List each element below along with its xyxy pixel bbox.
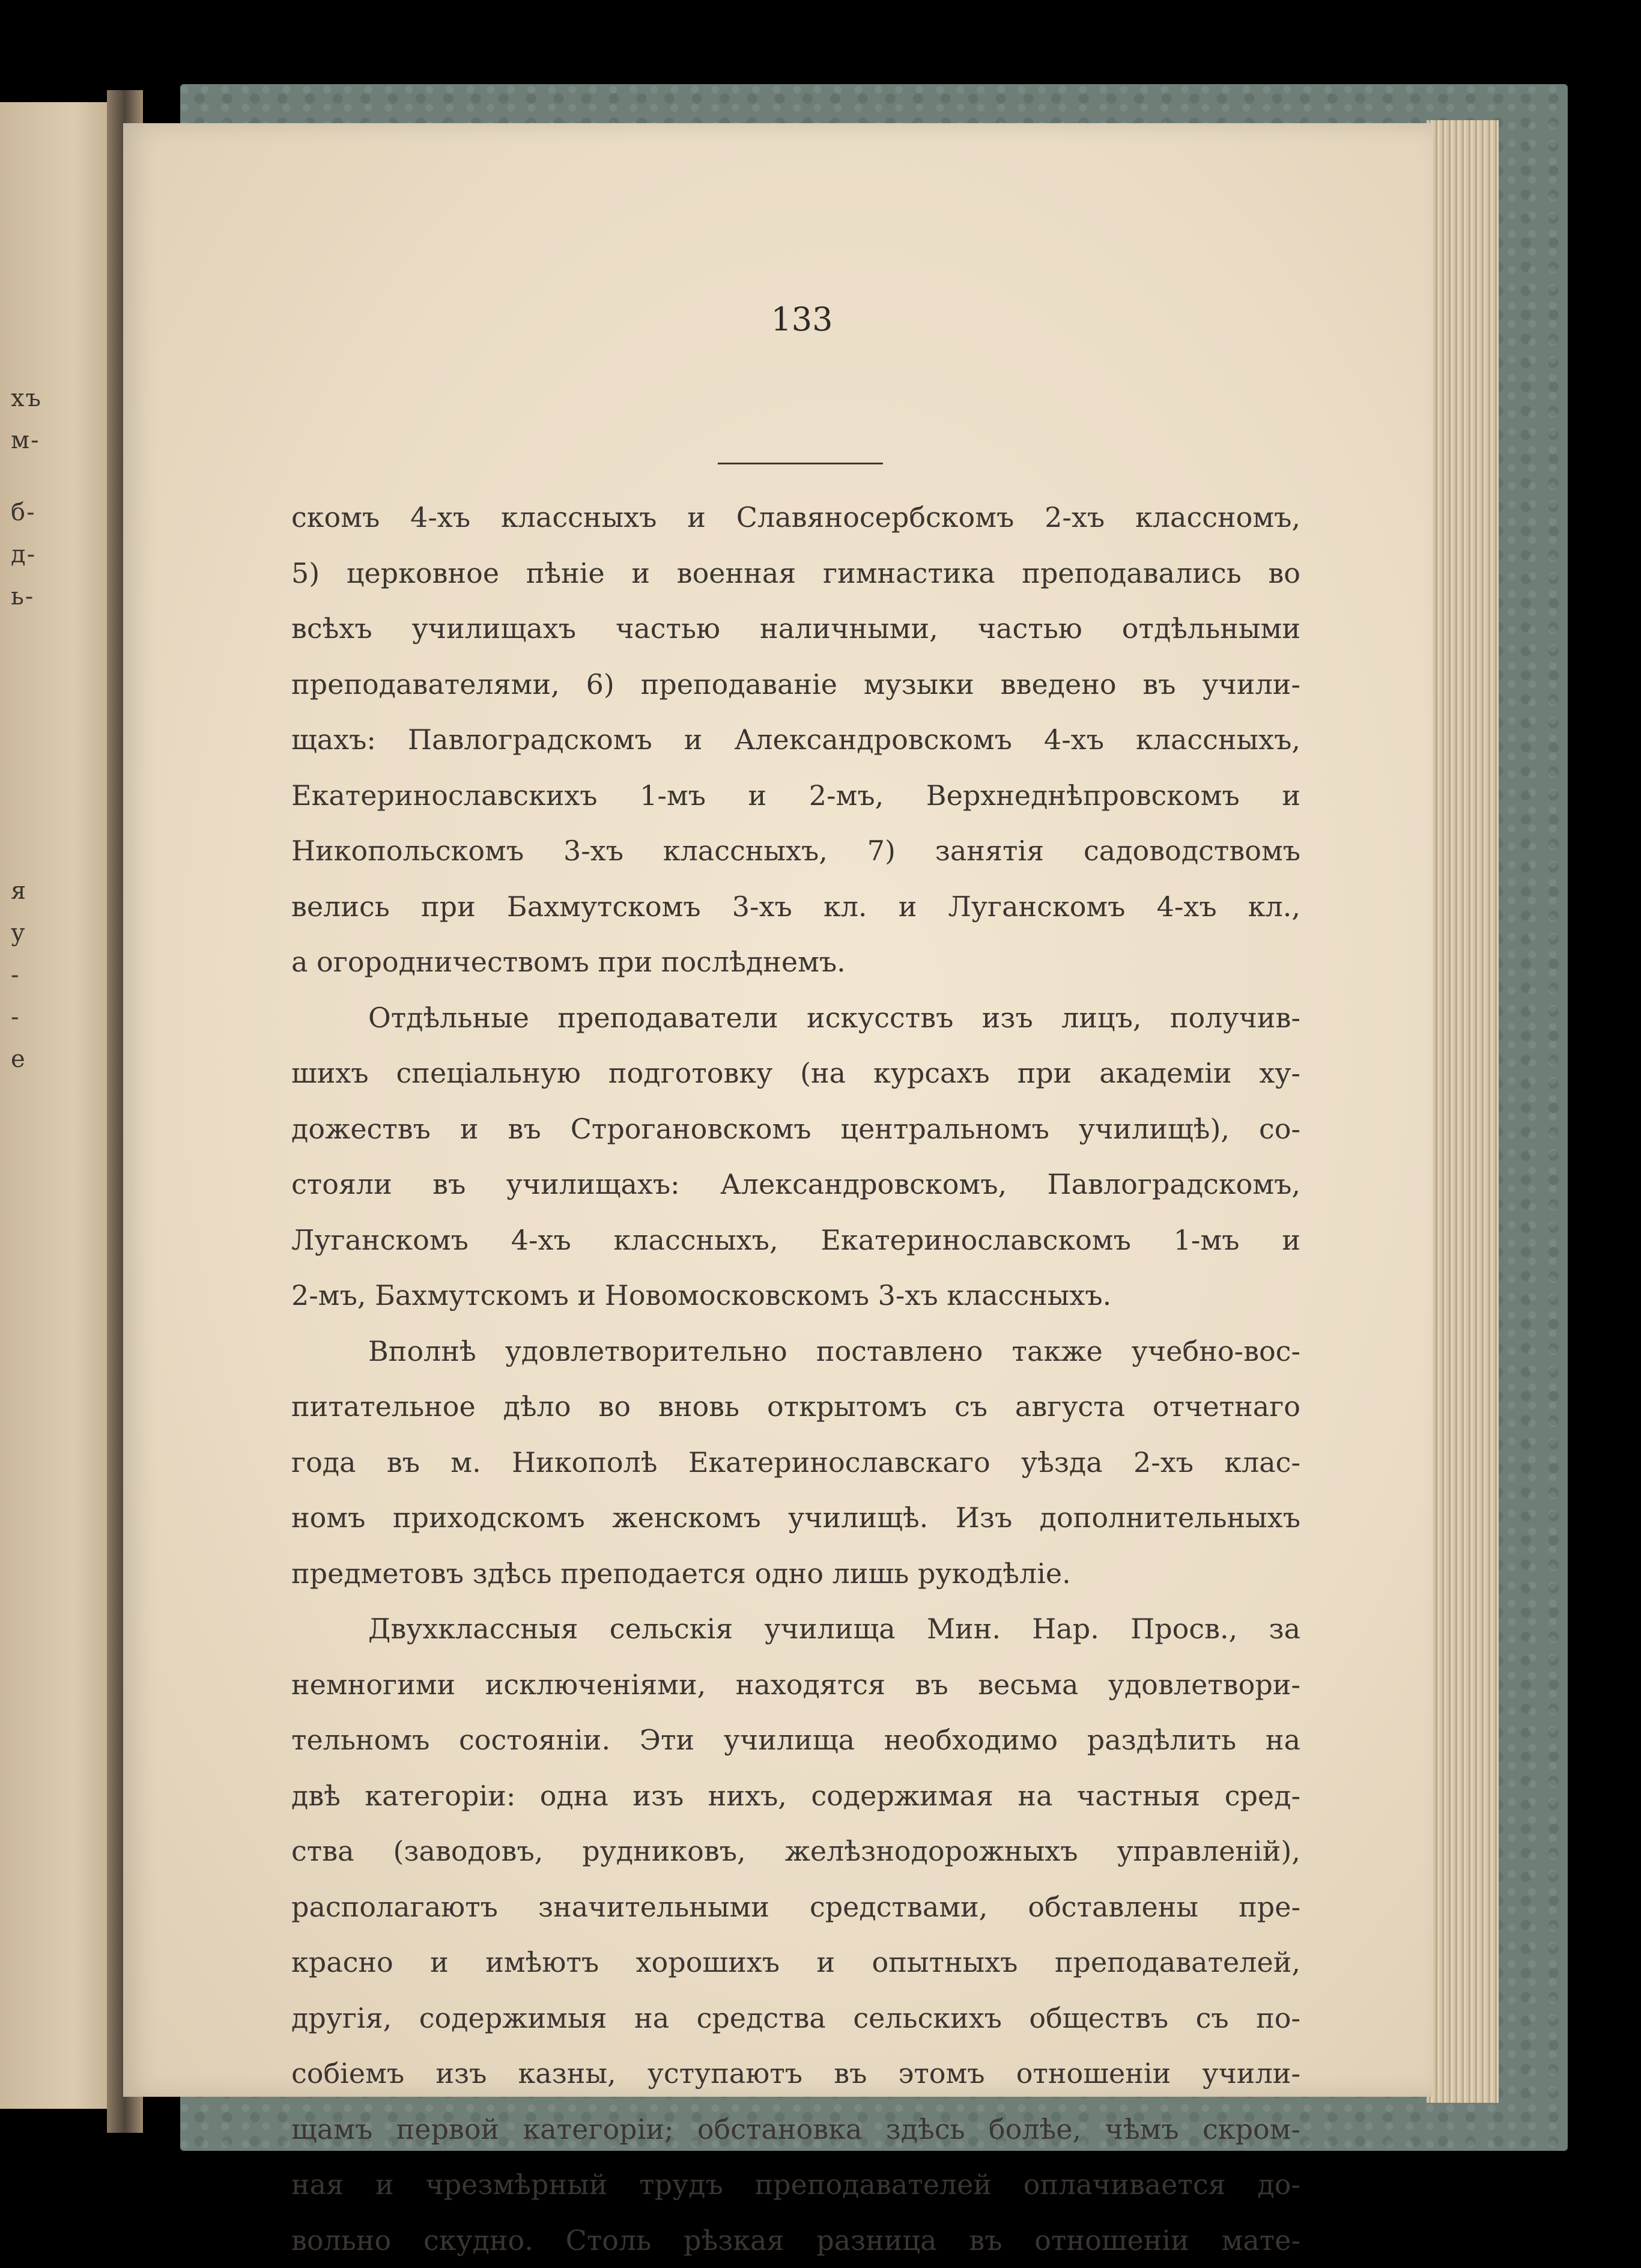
text-line: красно и имѣютъ хорошихъ и опытныхъ преподавателей, [291,1935,1300,1990]
text-line: шихъ спеціальную подготовку (на курсахъ при академіи ху- [291,1045,1300,1101]
text-line: ная и чрезмѣрный трудъ преподавателей оплачивается до- [291,2157,1300,2213]
page-edges [1427,120,1499,2103]
text-line: щахъ: Павлоградскомъ и Александровскомъ 4-хъ классныхъ, [291,712,1300,768]
text-line: дожествъ и въ Строгановскомъ центральномъ училищѣ), со- [291,1101,1300,1157]
text-line: номъ приходскомъ женскомъ училищѣ. Изъ дополнительныхъ [291,1490,1300,1546]
text-line: скомъ 4-хъ классныхъ и Славяносербскомъ 2-хъ классномъ, [291,490,1300,546]
text-line: двѣ категоріи: одна изъ нихъ, содержимая на частныя сред- [291,1768,1300,1824]
text-line: располагаютъ значительными средствами, обставлены пре- [291,1879,1300,1935]
text-line: собіемъ изъ казны, уступаютъ въ этомъ отношеніи учили- [291,2046,1300,2102]
right-page [123,123,1433,2097]
text-line: ства (заводовъ, рудниковъ, желѣзнодорожныхъ управленій), [291,1823,1300,1879]
text-line: года въ м. Никополѣ Екатеринославскаго уѣзда 2-хъ клас- [291,1435,1300,1491]
left-page-fragment: д- [11,541,36,568]
text-line: немногими исключеніями, находятся въ весьма удовлетвори- [291,1657,1300,1713]
left-page-fragment: - [11,961,20,989]
text-line: Вполнѣ удовлетворительно поставлено также учебно-вос- [291,1324,1300,1379]
text-line: Никопольскомъ 3-хъ классныхъ, 7) занятія садоводствомъ [291,823,1300,879]
text-line: тельномъ состояніи. Эти училища необходимо раздѣлить на [291,1712,1300,1768]
left-page-fragment: я [11,877,27,905]
left-page-fragment: м- [11,427,40,454]
left-page-fragment: е [11,1045,26,1073]
text-line: 5) церковное пѣніе и военная гимнастика преподавались во [291,546,1300,601]
text-line: стояли въ училищахъ: Александровскомъ, Павлоградскомъ, [291,1157,1300,1212]
text-line: другія, содержимыя на средства сельскихъ обществъ съ по- [291,1990,1300,2046]
left-page-fragment: ь- [11,583,34,610]
text-line: Отдѣльные преподаватели искусствъ изъ лицъ, получив- [291,990,1300,1046]
text-line: велись при Бахмутскомъ 3-хъ кл. и Луганскомъ 4-хъ кл., [291,879,1300,935]
text-line: щамъ первой категоріи; обстановка здѣсь болѣе, чѣмъ скром- [291,2102,1300,2157]
page-text [291,490,1300,2268]
text-line: питательное дѣло во вновь открытомъ съ августа отчетнаго [291,1379,1300,1435]
left-page [0,102,123,2109]
text-line: всѣхъ училищахъ частью наличными, частью отдѣльными [291,601,1300,657]
text-line: предметовъ здѣсь преподается одно лишь рукодѣліе. [291,1546,1300,1602]
left-page-fragment: хъ [11,385,42,412]
text-line: вольно скудно. Столь рѣзкая разница въ отношеніи мате- [291,2213,1300,2268]
page-number-rule [718,463,883,464]
text-line: а огородничествомъ при послѣднемъ. [291,934,1300,990]
text-line: Луганскомъ 4-хъ классныхъ, Екатеринославскомъ 1-мъ и [291,1212,1300,1268]
left-page-fragment: у [11,919,26,947]
page-number: 133 [123,300,1481,338]
left-page-fragment: - [11,1003,20,1031]
text-line: преподавателями, 6) преподаваніе музыки введено въ учили- [291,657,1300,713]
left-page-fragment: б- [11,499,36,526]
text-line: Екатеринославскихъ 1-мъ и 2-мъ, Верхнеднѣпровскомъ и [291,768,1300,824]
text-line: 2-мъ, Бахмутскомъ и Новомосковскомъ 3-хъ классныхъ. [291,1268,1300,1324]
text-line: Двухклассныя сельскія училища Мин. Нар. Просв., за [291,1601,1300,1657]
